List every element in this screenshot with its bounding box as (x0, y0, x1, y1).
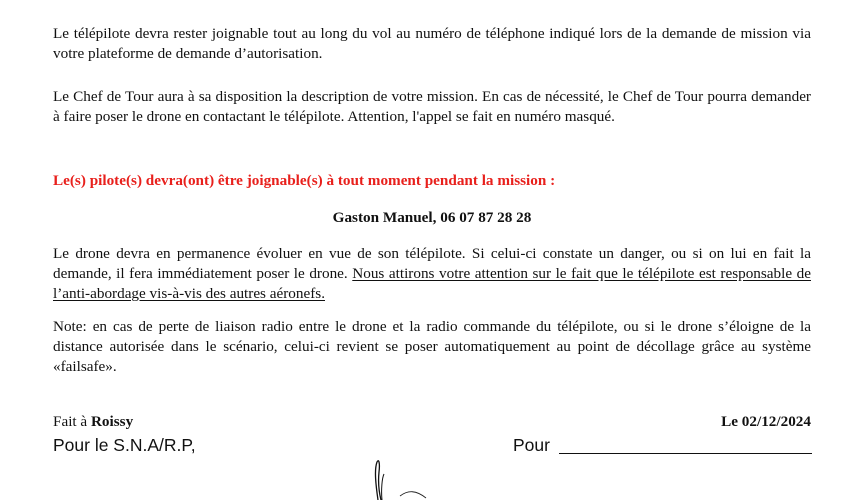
document-date: Le 02/12/2024 (721, 413, 811, 430)
pour-snarp: Pour le S.N.A/R.P, (53, 435, 196, 455)
paragraph-failsafe-note: Note: en cas de perte de liaison radio entre le drone et la radio commande du télépilote, ou si le drone s’éloigne de la distance autorisée dans le scénario, celui-ci revient se poser automatiquement au point de décollage grâce au système «failsafe». (53, 318, 811, 375)
signature-blank-line (559, 453, 812, 454)
paragraph-vue-telepilote (53, 244, 811, 304)
pilot-contact: Gaston Manuel, 06 07 87 28 28 (332, 209, 532, 226)
pour-label: Pour (513, 435, 550, 455)
fait-a-line (53, 412, 133, 432)
handwritten-signature (360, 456, 440, 500)
paragraph-vue-telepilote-text: Le drone devra en permanence évoluer en vue de son télépilote. Si celui-ci constate un danger, ou si on lui en fait la demande, il fera immédiatement poser le drone. (53, 245, 811, 282)
paragraph-chef-de-tour: Le Chef de Tour aura à sa disposition la description de votre mission. En cas de nécessité, le Chef de Tour pourra demander à faire poser le drone en contactant le télépilote. Attention, l'appel se fait en numéro masqué. (53, 88, 811, 125)
fait-prefix: Fait à (53, 413, 91, 430)
red-heading-pilote-joignable: Le(s) pilote(s) devra(ont) être joignable(s) à tout moment pendant la mission : (53, 172, 556, 189)
paragraph-joignable: Le télépilote devra rester joignable tout au long du vol au numéro de téléphone indiqué lors de la demande de mission via votre plateforme de demande d’autorisation. (53, 25, 811, 62)
fait-place: Roissy (90, 413, 134, 430)
anti-abordage-notice: Nous attirons votre attention sur le fait que le télépilote est responsable de l’anti-abordage vis-à-vis des autres aéronefs. (53, 265, 811, 302)
